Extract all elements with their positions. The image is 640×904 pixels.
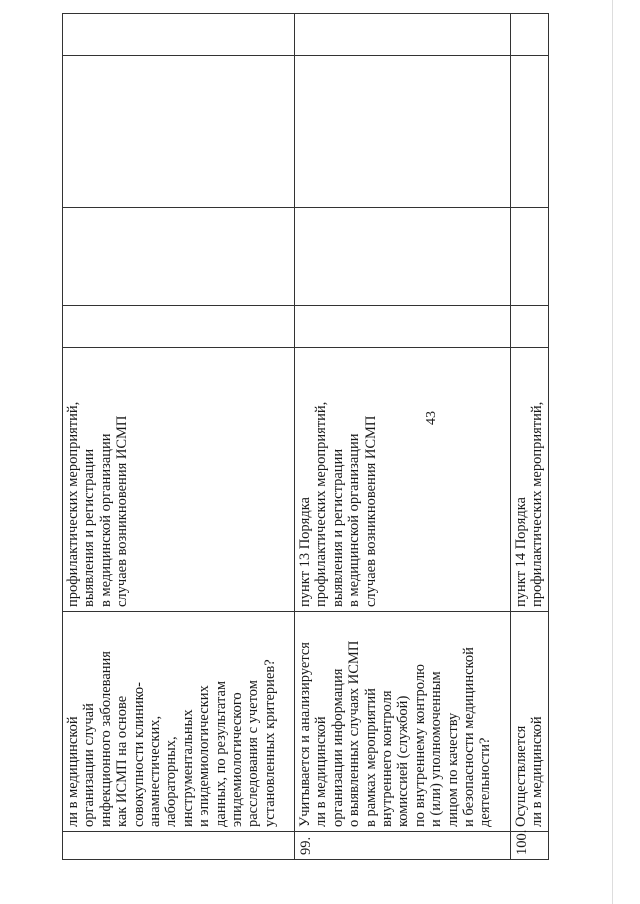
- empty-cell: [295, 208, 511, 306]
- empty-cell: [511, 14, 549, 56]
- empty-cell: [63, 14, 295, 56]
- empty-cell: [63, 208, 295, 306]
- table-row: [295, 14, 511, 860]
- empty-cell: [295, 306, 511, 348]
- scan-edge: [612, 0, 613, 904]
- empty-cell: [511, 306, 549, 348]
- empty-cell: [511, 208, 549, 306]
- question-cell: Осуществляется ли в медицинской: [511, 612, 549, 832]
- empty-cell: [511, 56, 549, 208]
- empty-cell: [63, 306, 295, 348]
- reference-cell: пункт 13 Порядка профилактических мероприятий, выявления и регистрации в медицинской организации случаев возникновения ИСМП: [295, 348, 511, 612]
- checklist-table: [62, 13, 549, 860]
- rotated-table-container: [62, 14, 546, 860]
- page-number: 43: [424, 411, 439, 425]
- empty-cell: [63, 56, 295, 208]
- table-row: [511, 14, 549, 860]
- row-number: [63, 832, 295, 860]
- reference-cell: пункт 14 Порядка профилактических мероприятий,: [511, 348, 549, 612]
- reference-cell: профилактических мероприятий, выявления и регистрации в медицинской организации случаев возникновения ИСМП: [63, 348, 295, 612]
- row-number: 100.: [511, 832, 549, 860]
- question-cell: Учитывается и анализируется ли в медицинской организации информация о выявленных случаях ИСМП в рамках мероприятий внутреннего контроля комиссией (службой) по внутреннему контролю и (или) уполномоченным лицом по качеству и безопасности медицинской деятельности?: [295, 612, 511, 832]
- table-row: [63, 14, 295, 860]
- question-cell: ли в медицинской организации случай инфекционного заболевания как ИСМП на основе совокупности клинико- анамнестических, лабораторных, инструментальных и эпидемиологических данных, по результатам эпидемиологического расследования с учетом установленных критериев?: [63, 612, 295, 832]
- empty-cell: [295, 14, 511, 56]
- empty-cell: [295, 56, 511, 208]
- row-number: 99.: [295, 832, 511, 860]
